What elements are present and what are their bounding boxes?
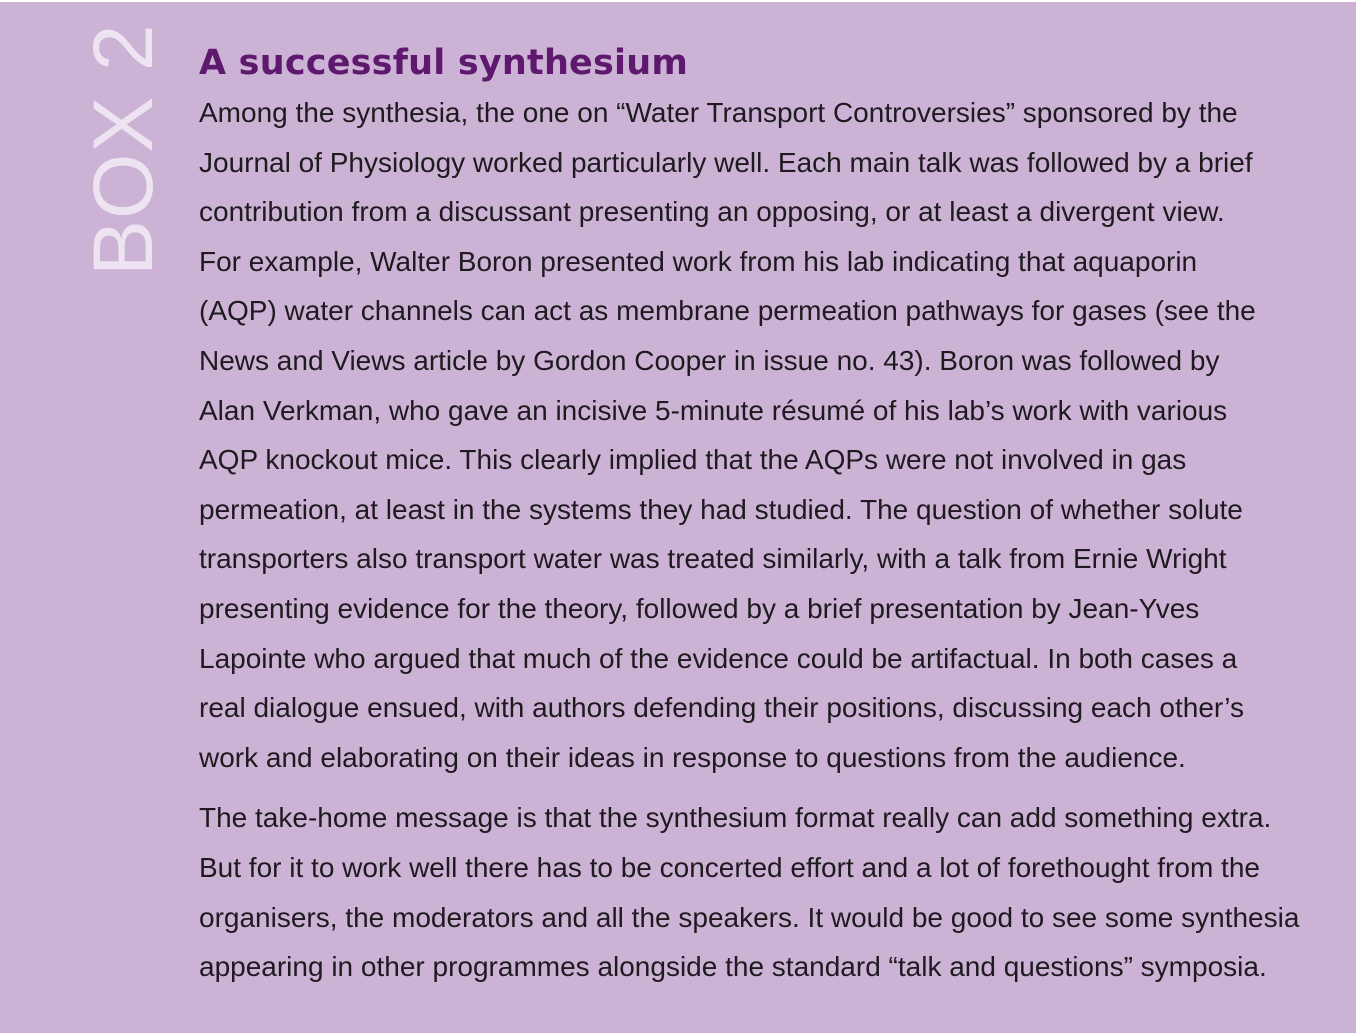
box-label-text: BOX 2 — [76, 23, 170, 276]
paragraph-line: News and Views article by Gordon Cooper in issue no. 43). Boron was followed by — [199, 344, 1220, 376]
paragraph-line: organisers, the moderators and all the speakers. It would be good to see some synthesia — [199, 901, 1300, 933]
paragraph-2 — [199, 793, 1329, 991]
paragraph-line: (AQP) water channels can act as membrane permeation pathways for gases (see the — [199, 295, 1256, 327]
box-panel — [0, 2, 1356, 1033]
paragraph-line: AQP knockout mice. This clearly implied that the AQPs were not involved in gas — [199, 444, 1187, 476]
paragraph-line: permeation, at least in the systems they had studied. The question of whether solute — [199, 493, 1243, 525]
paragraph-line: For example, Walter Boron presented work from his lab indicating that aquaporin — [199, 245, 1198, 277]
paragraph-line: real dialogue ensued, with authors defending their positions, discussing each other’s — [199, 692, 1244, 724]
paragraph-line: But for it to work well there has to be concerted effort and a lot of forethought from the — [199, 851, 1260, 883]
paragraph-line: Lapointe who argued that much of the evidence could be artifactual. In both cases a — [199, 642, 1238, 674]
box-label — [76, 23, 170, 276]
box-content — [199, 38, 1329, 992]
paragraph-line: appearing in other programmes alongside the standard “talk and questions” symposia. — [199, 951, 1267, 983]
paragraph-line: The take-home message is that the synthesium format really can add something extra. — [199, 802, 1272, 834]
paragraph-line: work and elaborating on their ideas in response to questions from the audience. — [199, 741, 1186, 773]
paragraph-line: Among the synthesia, the one on “Water Transport Controversies” sponsored by the — [199, 97, 1238, 128]
paragraph-line: transporters also transport water was treated similarly, with a talk from Ernie Wright — [199, 543, 1227, 575]
paragraph-1 — [199, 88, 1329, 782]
paragraph-line: presenting evidence for the theory, followed by a brief presentation by Jean-Yves — [199, 592, 1200, 624]
box-title: A successful synthesium — [199, 43, 689, 83]
paragraph-line: Alan Verkman, who gave an incisive 5-minute résumé of his lab’s work with various — [199, 394, 1228, 426]
paragraph-line: Journal of Physiology worked particularly well. Each main talk was followed by a brief — [199, 146, 1253, 178]
paragraph-line: contribution from a discussant presenting an opposing, or at least a divergent view. — [199, 196, 1225, 228]
